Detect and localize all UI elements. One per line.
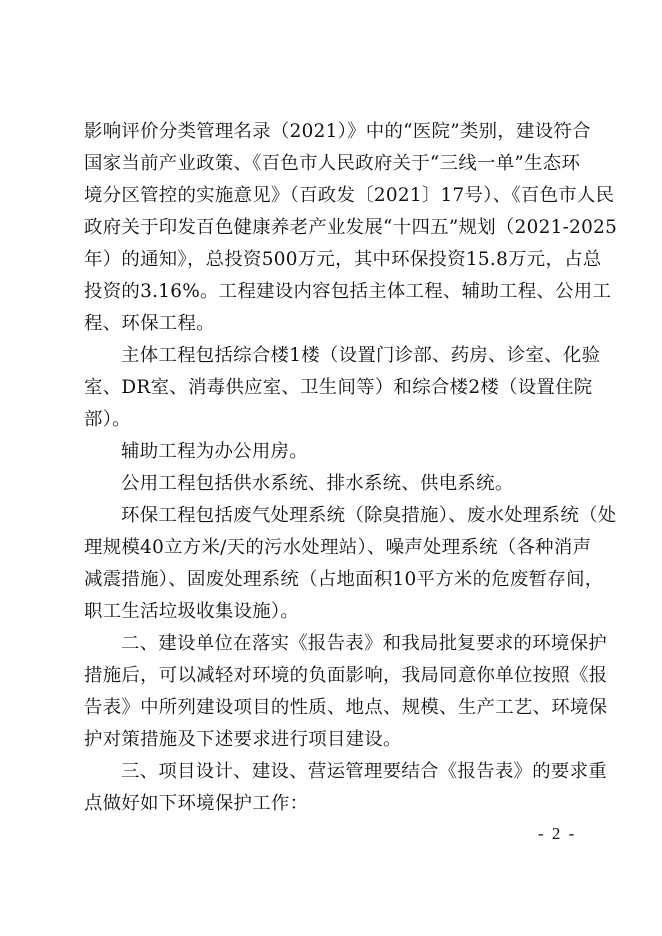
text-line: 境分区管控的实施意见》（百政发〔2021〕17号）、《百色市人民 xyxy=(84,185,615,206)
text-line: 部）。 xyxy=(84,409,131,430)
text-line: 理规模40立方米/天的污水处理站）、噪声处理系统（各种消声 xyxy=(84,537,592,558)
text-line: 影响评价分类管理名录（2021）》中的“医院”类别，建设符合 xyxy=(84,121,591,142)
text-line: 三、项目设计、建设、营运管理要结合《报告表》的要求重 xyxy=(121,761,607,782)
text-line: 二、建设单位在落实《报告表》和我局批复要求的环境保护 xyxy=(121,633,607,654)
text-line: 公用工程包括供水系统、排水系统、供电系统。 xyxy=(121,473,514,494)
text-line: 辅助工程为办公用房。 xyxy=(121,441,308,462)
text-line: 投资的3.16%。工程建设内容包括主体工程、辅助工程、公用工 xyxy=(84,281,612,302)
text-line: 减震措施）、固废处理系统（占地面积10平方米的危废暂存间， xyxy=(84,569,604,590)
text-line: 措施后，可以减轻对环境的负面影响，我局同意你单位按照《报 xyxy=(84,665,608,686)
text-line: 政府关于印发百色健康养老产业发展“十四五”规划（2021-2025 xyxy=(84,217,618,238)
text-line: 护对策措施及下述要求进行项目建设。 xyxy=(84,729,402,750)
text-line: 主体工程包括综合楼1楼（设置门诊部、药房、诊室、化验 xyxy=(121,345,601,366)
text-line: 程、环保工程。 xyxy=(84,313,215,334)
text-line: 国家当前产业政策、《百色市人民政府关于“三线一单”生态环 xyxy=(84,153,581,174)
text-line: 环保工程包括废气处理系统（除臭措施）、废水处理系统（处 xyxy=(121,505,617,526)
page-number: - 2 - xyxy=(538,824,577,843)
text-line: 告表》中所列建设项目的性质、地点、规模、生产工艺、环境保 xyxy=(84,697,608,718)
text-line: 职工生活垃圾收集设施）。 xyxy=(84,601,300,622)
body-text xyxy=(84,116,618,820)
text-line: 年）的通知》，总投资500万元，其中环保投资15.8万元，占总 xyxy=(84,249,602,270)
text-line: 室、DR室、消毒供应室、卫生间等）和综合楼2楼（设置住院 xyxy=(84,377,593,398)
text-line: 点做好如下环境保护工作： xyxy=(84,793,309,814)
